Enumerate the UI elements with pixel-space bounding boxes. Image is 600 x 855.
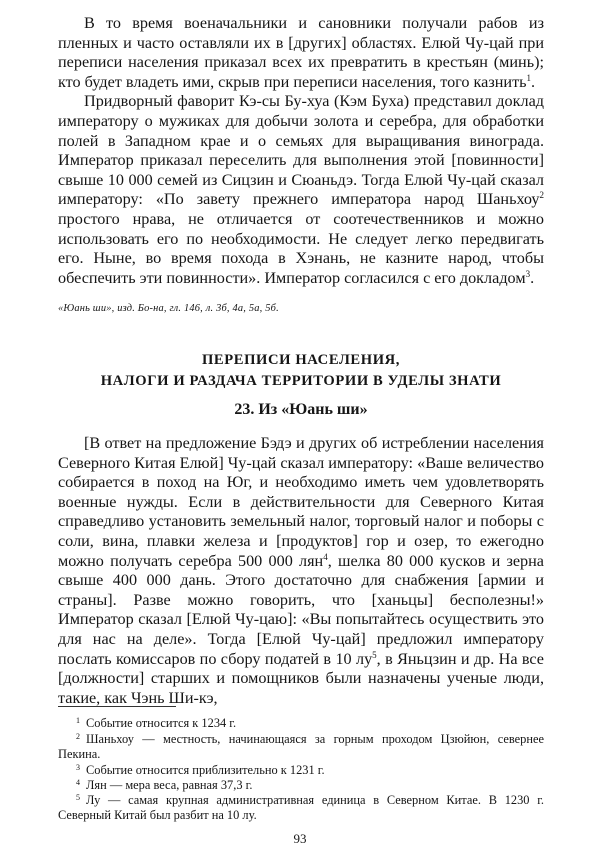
footnote-4: 4 Лян — мера веса, равная 37,3 г.	[76, 778, 253, 792]
footnote-divider	[58, 706, 176, 707]
document-title: 23. Из «Юань ши»	[234, 401, 368, 418]
footnote-2: 2 Шаньхоу — местность, начинающаяся за горным проходом Цзюйюн, севернее Пекина.	[58, 732, 544, 762]
section-heading-line-2: НАЛОГИ И РАЗДАЧА ТЕРРИТОРИИ В УДЕЛЫ ЗНАТИ	[100, 373, 502, 389]
text-block-bottom	[58, 434, 544, 708]
paragraph-2: Придворный фаворит Кэ-сы Бу-хуа (Кэм Буха) представил доклад императору о мужиках для добычи золота и серебра, для обработки полей в Западном крае и о семьях для выращивания винограда. Император приказал переселить для выполнения этой [повинности] свыше 10 000 семей из Сицзин и Сюаньдэ. Тогда Елюй Чу-цай сказал императору: «По завету прежнего императора народ Шаньхоу$^2$ простого нрава, не отличается от соотечественников и можно использовать его по необходимости. Не следует легко передвигать его. Ныне, во время похода в Хэнань, не казните народ, чтобы обеспечить эти повинности». Император согласился с его докладом$^3$.	[58, 92, 544, 287]
footnote-3: 3 Событие относится приблизительно к 1231 г.	[76, 763, 325, 777]
footnote-ref-1[interactable]: 1	[526, 72, 532, 83]
paragraph-1: В то время военачальники и сановники получали рабов из пленных и часто оставляли их в [других] областях. Елюй Чу-цай при переписи населения приказал всех их превратить в крестьян (минь); кто будет владеть ими, скрыв при переписи населения, того казнить$^1$.	[58, 14, 544, 91]
footnote-1: 1 Событие относится к 1234 г.	[76, 716, 237, 730]
page-number: 93	[293, 831, 307, 846]
footnote-ref-5[interactable]: 5	[372, 649, 377, 660]
footnote-ref-3[interactable]: 3	[525, 268, 531, 279]
text-block-top	[58, 14, 544, 288]
footnote-ref-2[interactable]: 2	[539, 190, 544, 201]
footnote-5: 5 Лу — самая крупная административная единица в Северном Китае. В 1230 г. Северный Китай был разбит на 10 лу.	[58, 793, 544, 823]
section-heading-line-1: ПЕРЕПИСИ НАСЕЛЕНИЯ,	[201, 352, 401, 368]
source-citation: «Юань ши», изд. Бо-на, гл. 146, л. 3б, 4а, 5а, 5б.	[58, 303, 279, 314]
paragraph-3: [В ответ на предложение Бэдэ и других об истреблении населения Северного Китая Елюй] Чу-цай сказал императору: «Ваше величество собирается в поход на Юг, и необходимо иметь чем удовлетворять военные нужды. Если в действительности для Северного Китая справедливо установить земельный налог, торговый налог и поборы с соли, вина, плавки железа и [продуктов] гор и озер, то ежегодно можно получать серебра 500 000 лян$^4$, шелка 80 000 кусков и зерна свыше 400 000 дань. Этого достаточно для снабжения [армии и страны]. Разве можно говорить, что [ханьцы] бесполезны!» Император сказал [Елюй Чу-цаю]: «Вы попытайтесь осуществить это для нас на деле». Тогда [Елюй Чу-цай] предложил императору послать комиссаров по сбору податей в 10 $лу^5$, в Яньцзин и др. На все [должности] старших и помощников были назначены ученые люди, такие, как Чэнь Ши-кэ,	[58, 434, 544, 707]
footnote-ref-4[interactable]: 4	[323, 551, 328, 562]
